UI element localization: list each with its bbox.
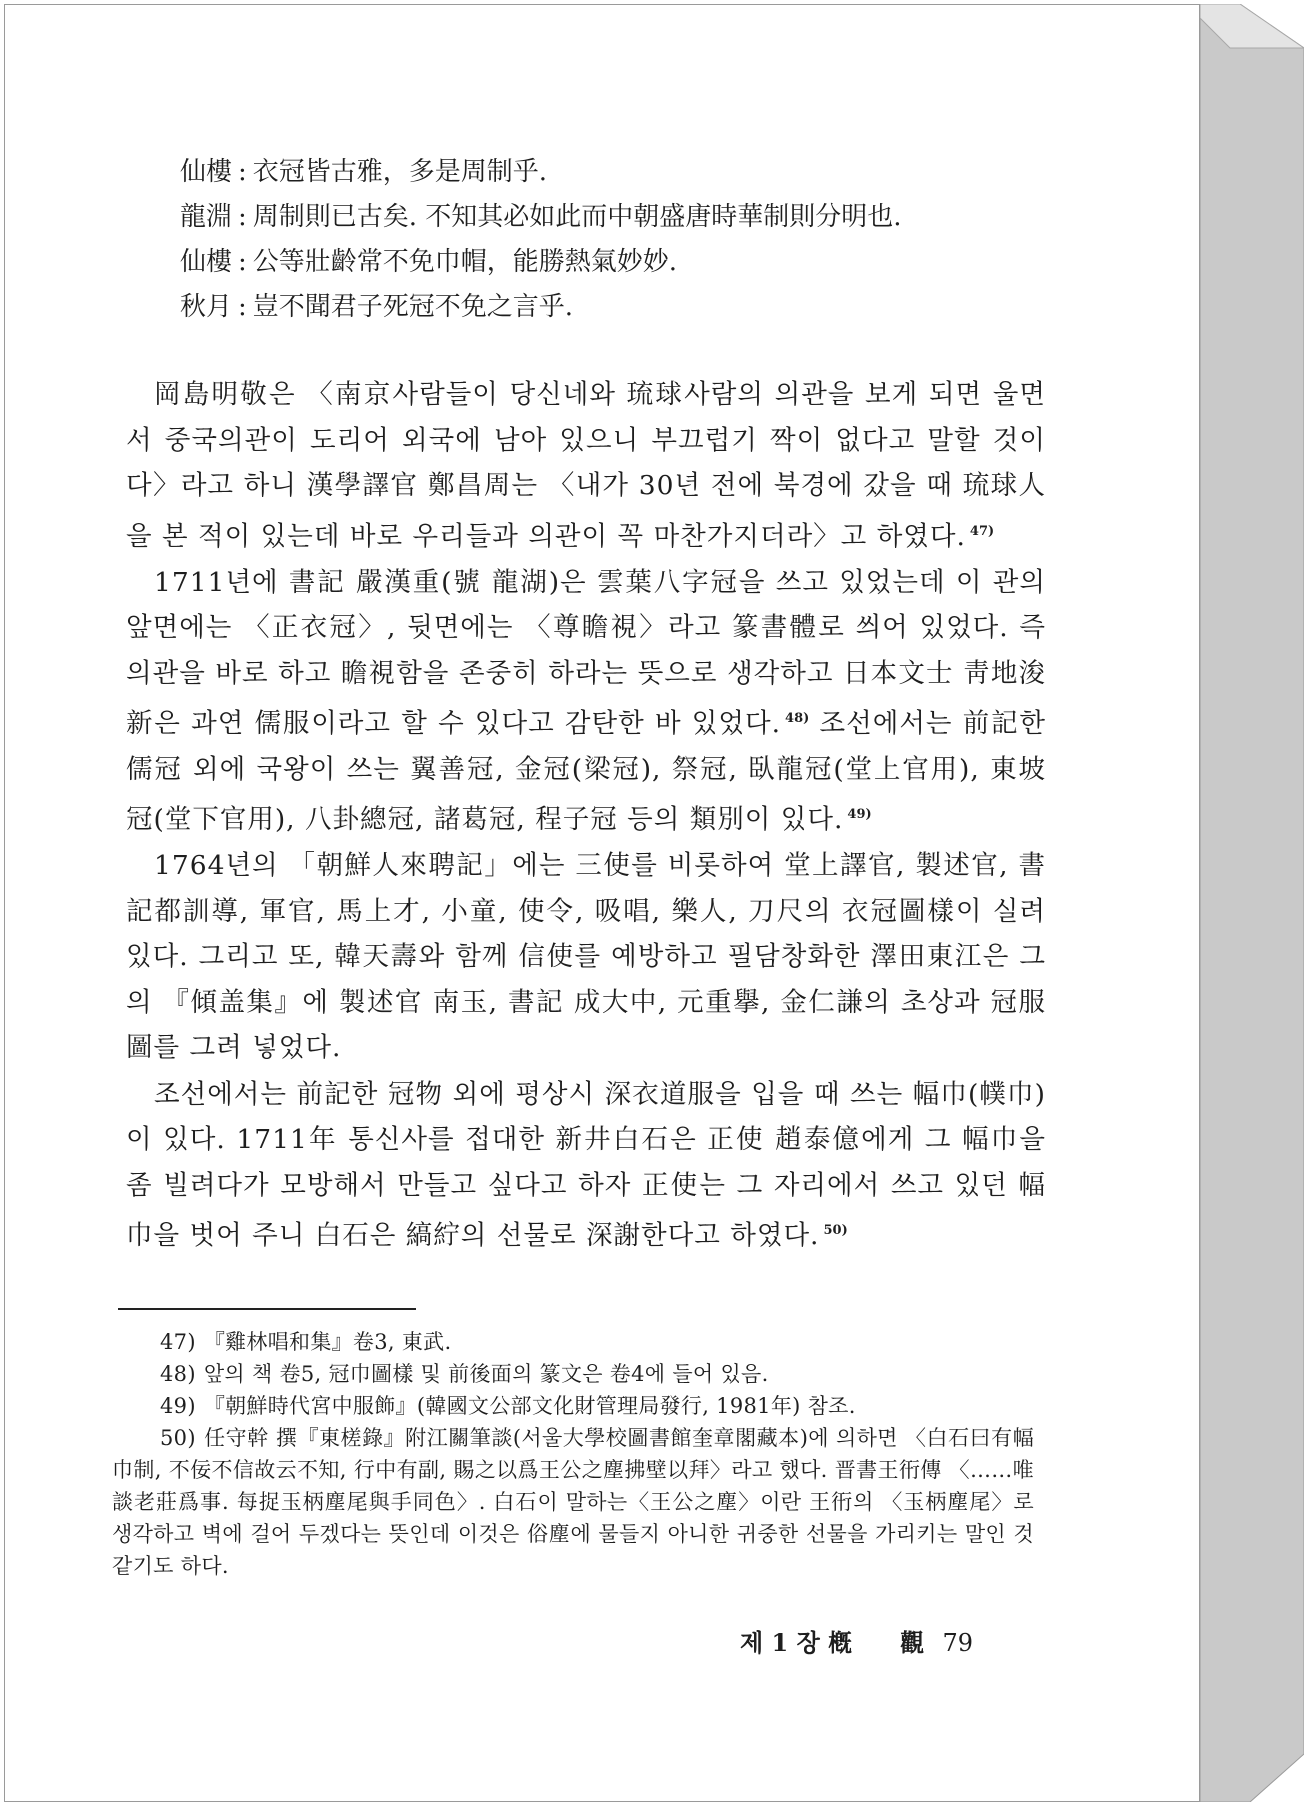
footnote-number: 49): [160, 1394, 196, 1418]
body-text: [126, 372, 1046, 1259]
paragraph-text: 1764년의 「朝鮮人來聘記」에는 三使를 비롯하여 堂上譯官, 製述官, 書記都訓導, 軍官, 馬上才, 小童, 使令, 吸唱, 樂人, 刀尺의 衣冠圖樣이 실려 있다. 그리고 또, 韓天壽와 함께 信使를 예방하고 필담창화한 澤田東江은 그의 『傾盖集』에 製述官 南玉, 書記 成大中, 元重擧, 金仁謙의 초상과 冠服圖를 그려 넣었다.: [126, 850, 1046, 1064]
dialogue-text: 豈不聞君子死冠不免之言乎.: [252, 292, 574, 322]
dialogue-text: 周制則已古矣. 不知其必如此而中朝盛唐時華制則分明也.: [252, 202, 902, 232]
paragraph: [126, 372, 1046, 559]
speaker-name: 仙樓: [180, 247, 233, 277]
dialogue-line: [180, 240, 1046, 285]
paragraph-text: 조선에서는 前記한 冠物 외에 평상시 深衣道服을 입을 때 쓰는 幅巾(幞巾)이 있다. 1711年 통신사를 접대한 新井白石은 正使 趙泰億에게 그 幅巾을 좀 빌려다가 모방해서 만들고 싶다고 하자 正使는 그 자리에서 쓰고 있던 幅巾을 벗어 주니 白石은 縞紵의 선물로 深謝한다고 하였다.: [126, 1078, 1046, 1252]
footnote-number: 47): [160, 1330, 196, 1354]
page-number: 79: [942, 1629, 974, 1657]
footnote-ref: 49): [847, 807, 872, 823]
paragraph-text: 조선에서는 前記한 儒冠 외에 국왕이 쓰는 翼善冠, 金冠(梁冠), 祭冠, 臥龍冠(堂上官用), 東坡冠(堂下官用), 八卦總冠, 諸葛冠, 程子冠 등의 類別이 있다.: [126, 708, 1046, 835]
footnotes: [112, 1326, 1034, 1582]
dialogue-block: [180, 150, 1046, 330]
footnote-number: 48): [160, 1362, 196, 1386]
footnote-ref: 47): [969, 523, 995, 539]
footnote: [112, 1358, 1034, 1390]
footnote-ref: 50): [823, 1223, 848, 1239]
dialogue-text: 衣冠皆古雅，多是周制乎.: [252, 157, 548, 187]
book-spine: [1200, 4, 1304, 1802]
paragraph: [126, 843, 1046, 1071]
footnote-number: 50): [160, 1426, 196, 1450]
paragraph: [126, 1072, 1046, 1259]
speaker-separator: :: [238, 202, 247, 232]
dialogue-text: 公等壯齡常不免巾帽，能勝熱氣妙妙.: [252, 247, 678, 277]
speaker-separator: :: [238, 247, 247, 277]
footnote: [112, 1422, 1034, 1582]
footnote: [112, 1326, 1034, 1358]
speaker-name: 龍淵: [180, 202, 233, 232]
speaker-separator: :: [238, 292, 247, 322]
footnote: [112, 1390, 1034, 1422]
speaker-separator: :: [238, 157, 247, 187]
paragraph-text: 1711년에 書記 嚴漢重(號 龍湖)은 雲葉八字冠을 쓰고 있었는데 이 관의 앞면에는 〈正衣冠〉, 뒷면에는 〈尊瞻視〉라고 篆書體로 씌어 있었다. 즉 의관을 바로 하고 瞻視함을 존중히 하라는 뜻으로 생각하고 日本文士 靑地浚新은 과연 儒服이라고 할 수 있다고 감탄한 바 있었다.: [126, 566, 1046, 740]
running-footer: [740, 1623, 1000, 1658]
speaker-name: 仙樓: [180, 157, 233, 187]
footnote-divider: [118, 1308, 416, 1310]
paragraph-text: 岡島明敬은 〈南京사람들이 당신네와 琉球사람의 의관을 보게 되면 울면서 중국의관이 도리어 외국에 남아 있으니 부끄럽기 짝이 없다고 말할 것이다〉라고 하니 漢學譯官 鄭昌周는 〈내가 30년 전에 북경에 갔을 때 琉球人을 본 적이 있는데 바로 우리들과 의관이 꼭 마찬가지더라〉고 하였다.: [126, 379, 1046, 552]
footnote-text: 『雞林唱和集』卷3, 東武.: [203, 1330, 452, 1354]
footnote-ref: 48): [785, 711, 810, 727]
page-body: [126, 150, 1046, 1260]
speaker-name: 秋月: [180, 292, 233, 322]
chapter-label: 제 1 장: [740, 1628, 820, 1657]
dialogue-line: [180, 150, 1046, 195]
footnote-text: 앞의 책 卷5, 冠巾圖樣 및 前後面의 篆文은 卷4에 들어 있음.: [203, 1362, 769, 1386]
dialogue-line: [180, 285, 1046, 330]
footnote-text: 任守幹 撰『東槎錄』附江關筆談(서울大學校圖書館奎章閣藏本)에 의하면 〈白石曰有幅巾制, 不佞不信故云不知, 行中有副, 賜之以爲王公之塵拂壁以拜〉라고 했다. 晋書王衎傳 〈……唯談老莊爲事. 每捉玉柄塵尾與手同色〉. 白石이 말하는〈王公之塵〉이란 王衎의 〈玉柄塵尾〉로 생각하고 벽에 걸어 두겠다는 뜻인데 이것은 俗塵에 물들지 아니한 귀중한 선물을 가리키는 말인 것 같기도 하다.: [112, 1426, 1034, 1578]
dialogue-line: [180, 195, 1046, 240]
chapter-title: 槪 觀: [828, 1628, 925, 1657]
paragraph: [126, 560, 1046, 843]
footnote-text: 『朝鮮時代宮中服飾』(韓國文公部文化財管理局發行, 1981年) 참조.: [203, 1394, 856, 1418]
